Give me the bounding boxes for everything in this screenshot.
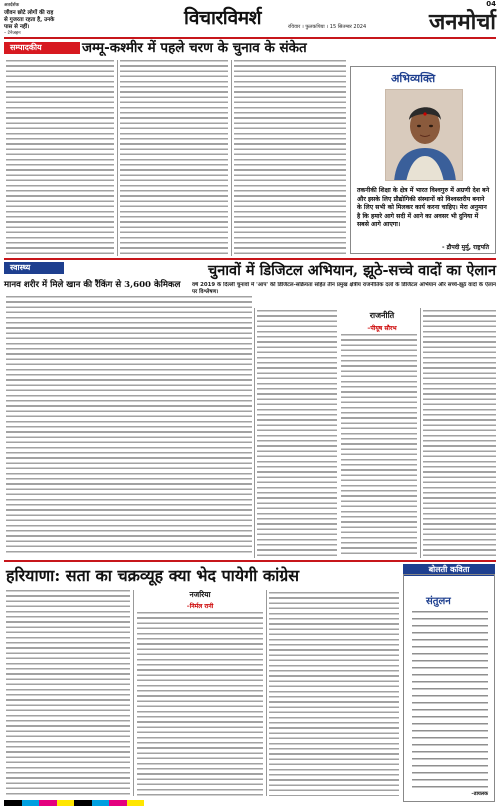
thought-title: अभिव्यक्ति: [391, 72, 436, 85]
issue-date: रविवार । फुलकपिया । 15 सितम्बर 2024: [288, 24, 367, 30]
thought-author: - द्रौपदी मुर्मु, राष्ट्रपति: [442, 244, 489, 251]
section-rule: [4, 258, 496, 260]
haryana-text-col-2: [137, 612, 263, 796]
lead-text-col-2: [341, 334, 417, 556]
lead-byline: –पीयूष सौरभ: [367, 325, 397, 332]
president-portrait: [385, 89, 463, 181]
column-divider: [117, 60, 118, 256]
column-divider: [420, 308, 421, 558]
editorial-headline: जम्मू-कश्मीर में पहले चरण के चुनाव के संकेत: [82, 40, 307, 56]
poem-label: बोलती कविता: [403, 564, 495, 576]
lead-column-label: राजनीति: [369, 310, 395, 320]
haryana-headline: हरियाणा: सता का चक्रव्यूह क्या भेद पायेगी कांग्रेस: [6, 566, 300, 585]
poem-title: संतुलन: [426, 596, 451, 607]
column-divider: [266, 590, 267, 796]
editorial-label: सम्पादकीय: [4, 42, 80, 54]
health-article-text: [6, 296, 252, 556]
haryana-text-col-3: [269, 592, 399, 796]
poem-author: –डायलक: [471, 791, 488, 797]
masthead-quote-author: – टेनेजहन: [4, 30, 21, 36]
editorial-text-col-2: [120, 60, 228, 256]
portrait-illustration: [386, 90, 463, 181]
logo-text: जनमोर्चा: [428, 9, 496, 35]
column-divider: [133, 590, 134, 796]
lead-standfirst: वर्ष 2019 के दिल्ली चुनावों में 'आप' की डिजिटल-सक्रियता सहित तीन प्रमुख क्षेत्रीय राजनीतिक दलों के डिजिटल अभियान और सच्चे-झूठे वादों के ऐलान पर विश्लेषण।: [192, 282, 496, 295]
column-divider: [231, 60, 232, 256]
thought-panel: [350, 66, 496, 254]
column-divider: [254, 308, 255, 558]
lead-headline: चुनावों में डिजिटल अभियान, झूठे-सच्चे वादों का ऐलान: [208, 262, 496, 279]
haryana-byline: –निर्मल रानी: [186, 603, 214, 610]
lead-text-col-3: [423, 310, 496, 556]
editorial-text-col-3: [234, 60, 346, 256]
newspaper-logo: [429, 6, 496, 36]
printer-color-bar: [4, 800, 144, 806]
section-rule: [4, 560, 496, 562]
health-headline: मानव शरीर में मिले खान की रैंकिंग से 3,600 केमिकल: [4, 280, 181, 290]
editorial-text-col-1: [6, 60, 114, 256]
section-title: विचारविमर्श: [184, 7, 262, 29]
poem-box: [403, 574, 495, 802]
haryana-column-label: नजरिया: [189, 590, 211, 599]
poem-text: [412, 611, 488, 791]
masthead-quote-block: [4, 2, 96, 37]
masthead: [4, 2, 496, 36]
lead-text-col-1: [257, 310, 337, 556]
page-number: 04: [486, 0, 496, 8]
masthead-rule: [4, 37, 496, 39]
masthead-tag: अतर्दर्शक: [4, 3, 19, 8]
health-label: स्वास्थ्य: [4, 262, 64, 274]
thought-text: तकनीकी शिक्षा के क्षेत्र में भारत विश्वगुरु में अग्रणी देश बने और इसके लिए प्रौद्योगिकी संस्थानों को विश्वस्तरीय बनाने के लिए सभी को मिलकर कार्य करना चाहिए। मेरा अनुमान है कि हमारे आगे सदी में आने का अवसर भी दुनिया में सबसे आगे आएगा।: [357, 187, 490, 229]
haryana-text-col-1: [6, 590, 130, 796]
masthead-quote: जीवन छोटे लोगों की राह से गुजरता रहता है, उनके पास से नहीं।: [4, 9, 55, 30]
